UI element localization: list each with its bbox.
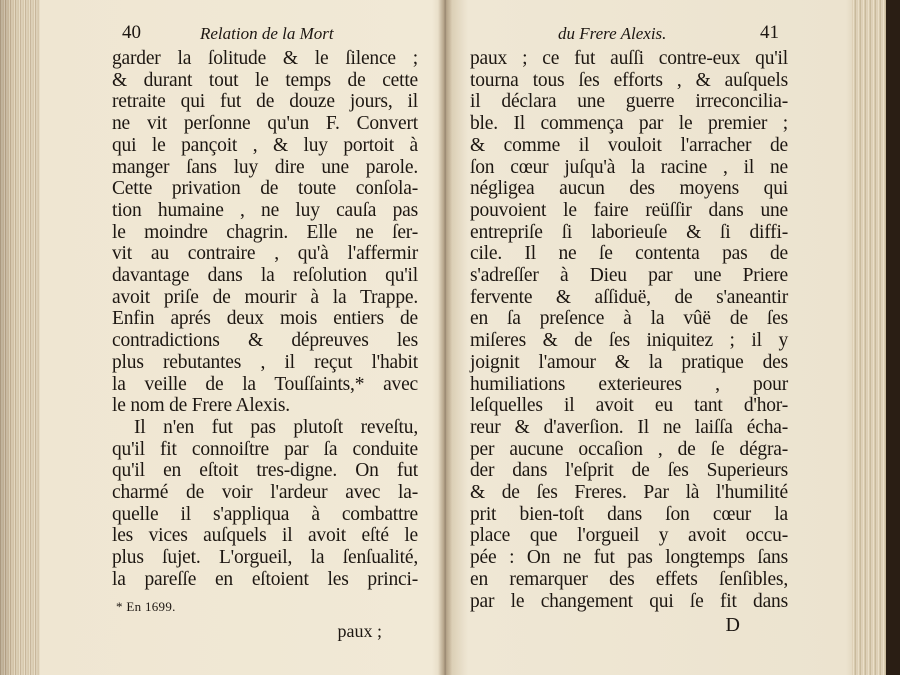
text-line: joignit l'amour & la pratique des: [470, 351, 788, 373]
text-line: ſon cœur juſqu'à la racine , il ne: [470, 156, 788, 178]
text-line: avoit priſe de mourir à la Trappe.: [112, 286, 418, 308]
text-line: retraite qui fut de douze jours, il: [112, 91, 418, 113]
footnote: * En 1699.: [116, 598, 176, 614]
text-line: & de ſes Freres. Par là l'humilité: [470, 482, 788, 504]
text-line: qu'il en eſtoit tres-digne. On fut: [112, 460, 418, 482]
text-line: en ſa preſence à la vûë de ſes: [470, 308, 788, 330]
text-line: plus rebutantes , il reçut l'habit: [112, 351, 418, 373]
text-line: manger ſans luy dire une parole.: [112, 156, 418, 178]
text-line: reur & d'averſion. Il ne laiſſa écha-: [470, 416, 788, 438]
right-running-head: du Frere Alexis.: [558, 24, 667, 43]
text-line: leſquelles il avoit eu tant d'hor-: [470, 395, 788, 417]
left-page-edges: [0, 0, 40, 675]
text-line: entrepriſe ſi laborieuſe & ſi diffi-: [470, 221, 788, 243]
text-line: place que l'orgueil y avoit occu-: [470, 525, 788, 547]
text-line: der dans l'eſprit de ſes Superieurs: [470, 460, 788, 482]
text-line: garder la ſolitude & le ſilence ;: [112, 48, 418, 69]
text-line: tourna tous ſes efforts , & auſquels: [470, 69, 788, 91]
text-line: négligea aucun des moyens qui: [470, 178, 788, 200]
text-line: pouvoient le faire reüſſir dans une: [470, 199, 788, 221]
right-page-text: [470, 48, 788, 612]
text-line: plus ſujet. L'orgueil, la ſenſualité,: [112, 547, 418, 569]
signature-mark: D: [725, 614, 740, 637]
left-page-number: 40: [122, 22, 141, 43]
right-page: [470, 22, 788, 637]
text-line: cile. Il ne ſe contenta pas de: [470, 243, 788, 265]
text-line: per aucune occaſion , de ſe dégra-: [470, 438, 788, 460]
text-line: les vices auſquels il avoit eſté le: [112, 525, 418, 547]
text-line: miſeres & de ſes iniquitez ; il y: [470, 330, 788, 352]
book-gutter: [438, 0, 452, 675]
text-line: fervente & aſſiduë, de s'aneantir: [470, 286, 788, 308]
right-page-number: 41: [760, 22, 779, 43]
text-line: Enfin aprés deux mois entiers de: [112, 308, 418, 330]
text-line: le moindre chagrin. Elle ne ſer-: [112, 221, 418, 243]
text-line: qu'il fit connoiſtre par ſa conduite: [112, 438, 418, 460]
text-line: vit au contraire , qu'à l'affermir: [112, 243, 418, 265]
text-line: contradictions & dépreuves les: [112, 330, 418, 352]
catchword: paux ;: [337, 620, 382, 641]
text-line: pée : On ne fut pas longtemps ſans: [470, 547, 788, 569]
text-line: prit bien-toſt dans ſon cœur la: [470, 503, 788, 525]
left-page-header: [112, 22, 418, 48]
text-line: il déclara une guerre irreconcilia-: [470, 91, 788, 113]
right-page-header: [470, 22, 788, 48]
text-line: humiliations exterieures , pour: [470, 373, 788, 395]
text-line: charmé de voir l'ardeur avec la-: [112, 482, 418, 504]
right-page-edges: [852, 0, 900, 675]
text-line: & durant tout le temps de cette: [112, 69, 418, 91]
text-line: la pareſſe en eſtoient les princi-: [112, 568, 418, 590]
text-line: Il n'en fut pas plutoſt reveſtu,: [134, 416, 418, 438]
text-line: en remarquer des effets ſenſibles,: [470, 568, 788, 590]
text-line: paux ; ce fut auſſi contre-eux qu'il: [470, 48, 788, 69]
text-line: la veille de la Touſſaints,* avec: [112, 373, 418, 395]
text-line: par le changement qui ſe fit dans: [470, 590, 788, 612]
text-line: quelle il s'appliqua à combattre: [112, 503, 418, 525]
left-page-text: [112, 48, 418, 591]
text-line: tion humaine , ne luy cauſa pas: [112, 199, 418, 221]
text-line: s'adreſſer à Dieu par une Priere: [470, 265, 788, 287]
text-line: davantage dans la reſolution qu'il: [112, 265, 418, 287]
text-line: ble. Il commença par le premier ;: [470, 113, 788, 135]
left-running-head: Relation de la Mort: [200, 24, 334, 43]
text-line: ne vit perſonne qu'un F. Convert: [112, 113, 418, 135]
text-line: & comme il vouloit l'arracher de: [470, 134, 788, 156]
left-page: [112, 22, 418, 642]
text-line: qui le pançoit , & luy portoit à: [112, 134, 418, 156]
text-line: le nom de Frere Alexis.: [112, 395, 290, 417]
text-line: Cette privation de toute conſola-: [112, 178, 418, 200]
